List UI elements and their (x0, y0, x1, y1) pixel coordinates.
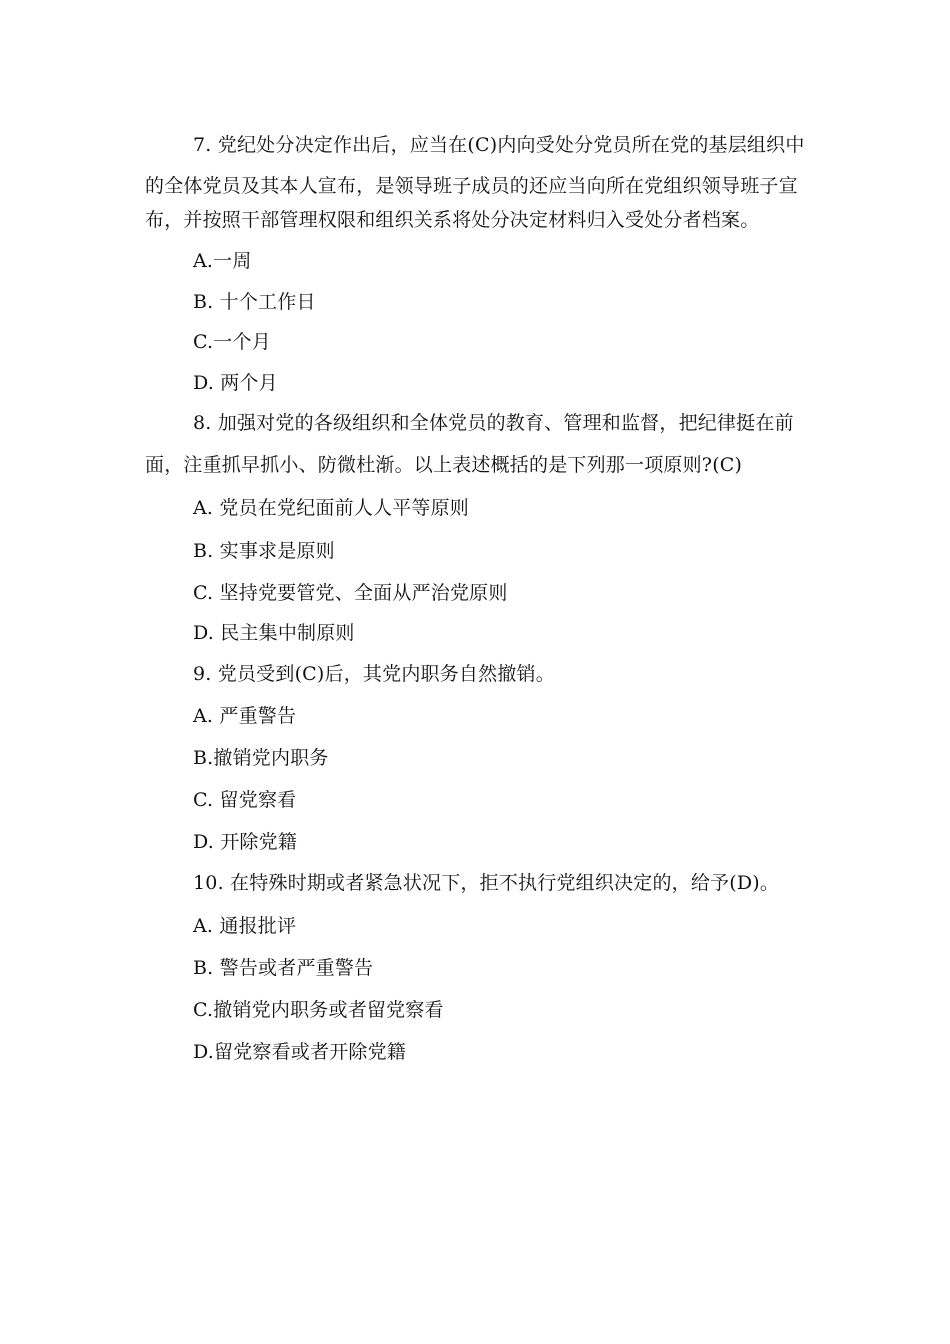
question-10-option-a: A. 通报批评 (193, 915, 297, 937)
question-10-option-c: C.撤销党内职务或者留党察看 (193, 999, 444, 1021)
question-8-option-c: C. 坚持党要管党、全面从严治党原则 (193, 582, 508, 604)
question-9-option-a: A. 严重警告 (193, 705, 297, 727)
question-7-option-c: C.一个月 (193, 331, 271, 353)
question-9-option-b: B.撤销党内职务 (193, 747, 329, 769)
question-9-option-d: D. 开除党籍 (193, 831, 298, 853)
question-8-option-b: B. 实事求是原则 (193, 540, 335, 562)
question-9-line-1: 9. 党员受到(C)后，其党内职务自然撤销。 (193, 663, 555, 685)
question-7-line-3: 布，并按照干部管理权限和组织关系将处分决定材料归入受处分者档案。 (145, 209, 760, 231)
question-8-option-a: A. 党员在党纪面前人人平等原则 (193, 497, 470, 519)
question-7-line-2: 的全体党员及其本人宣布，是领导班子成员的还应当向所在党组织领导班子宣 (145, 175, 798, 197)
question-8-line-1: 8. 加强对党的各级组织和全体党员的教育、管理和监督，把纪律挺在前 (193, 412, 794, 434)
question-8-option-d: D. 民主集中制原则 (193, 622, 355, 644)
question-10-line-1: 10. 在特殊时期或者紧急状况下，拒不执行党组织决定的，给予(D)。 (193, 872, 780, 894)
question-8-line-2: 面，注重抓早抓小、防微杜渐。以上表述概括的是下列那一项原则?(C) (145, 454, 743, 476)
question-7-line-1: 7. 党纪处分决定作出后，应当在(C)内向受处分党员所在党的基层组织中 (193, 134, 805, 156)
question-7-option-a: A.一周 (193, 250, 252, 272)
question-9-option-c: C. 留党察看 (193, 789, 297, 811)
question-7-option-b: B. 十个工作日 (193, 291, 316, 313)
question-7-option-d: D. 两个月 (193, 372, 278, 394)
question-10-option-b: B. 警告或者严重警告 (193, 957, 374, 979)
question-10-option-d: D.留党察看或者开除党籍 (193, 1041, 406, 1063)
